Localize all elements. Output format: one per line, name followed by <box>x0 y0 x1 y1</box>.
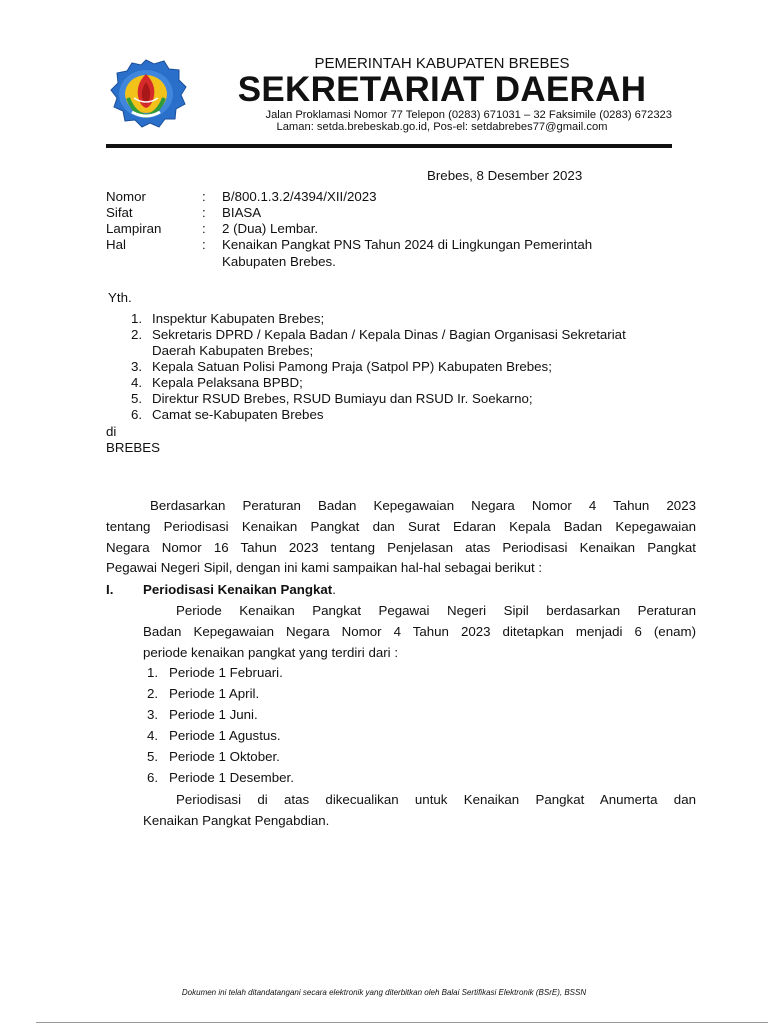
intro-line: Negara Nomor 16 Tahun 2023 tentang Penjelasan atas Periodisasi Kenaikan Pangkat <box>106 540 696 555</box>
section-title <box>143 582 336 598</box>
meta-label-sifat: Sifat <box>106 205 133 220</box>
letterhead-divider <box>106 144 672 148</box>
list-item: Kepala Satuan Polisi Pamong Praja (Satpol PP) Kabupaten Brebes; <box>152 359 552 374</box>
exception-line-last: Kenaikan Pangkat Pengabdian. <box>143 813 330 828</box>
letterhead-website: Laman: setda.brebeskab.go.id, Pos-el: setdabrebes77@gmail.com <box>276 121 608 133</box>
intro-line: tentang Periodisasi Kenaikan Pangkat dan Surat Edaran Kepala Badan Kepegawaian <box>106 519 696 534</box>
recipient-location: BREBES <box>106 440 160 455</box>
meta-label-nomor: Nomor <box>106 189 146 204</box>
section-number: I. <box>106 582 114 597</box>
exception-line: Periodisasi di atas dikecualikan untuk Kenaikan Pangkat Anumerta dan <box>176 792 696 807</box>
meta-value-lampiran: 2 (Dua) Lembar. <box>222 221 319 236</box>
list-item: Periode 1 April. <box>169 686 260 701</box>
section-line-last: periode kenaikan pangkat yang terdiri dari : <box>143 645 399 660</box>
section-line: Periode Kenaikan Pangkat Pegawai Negeri Sipil berdasarkan Peraturan <box>176 603 696 618</box>
meta-sep: : <box>202 237 206 252</box>
list-item: Kepala Pelaksana BPBD; <box>152 375 303 390</box>
letterhead-address: Jalan Proklamasi Nomor 77 Telepon (0283) 671031 – 32 Faksimile (0283) 672323 <box>265 109 672 121</box>
list-item: Inspektur Kabupaten Brebes; <box>152 311 325 326</box>
list-item-number: 5. <box>147 749 159 764</box>
list-item-number: 6. <box>131 407 143 422</box>
section-title-text: Periodisasi Kenaikan Pangkat <box>143 582 333 597</box>
place-date: Brebes, 8 Desember 2023 <box>427 168 583 183</box>
list-item-number: 6. <box>147 770 159 785</box>
list-item: Sekretaris DPRD / Kepala Badan / Kepala Dinas / Bagian Organisasi Sekretariat <box>152 327 626 342</box>
list-item-number: 4. <box>147 728 159 743</box>
brebes-regency-emblem-icon <box>104 58 188 130</box>
meta-sep: : <box>202 205 206 220</box>
list-item-number: 1. <box>131 311 143 326</box>
letterhead-office: SEKRETARIAT DAERAH <box>237 70 647 109</box>
list-item: Periode 1 Oktober. <box>169 749 280 764</box>
list-item: Direktur RSUD Brebes, RSUD Bumiayu dan RSUD Ir. Soekarno; <box>152 391 533 406</box>
list-item-cont: Daerah Kabupaten Brebes; <box>152 343 314 358</box>
salutation: Yth. <box>108 290 132 305</box>
list-item: Camat se-Kabupaten Brebes <box>152 407 324 422</box>
meta-value-hal-cont: Kabupaten Brebes. <box>222 254 336 269</box>
esign-footer-note: Dokumen ini telah ditandatangani secara elektronik yang diterbitkan oleh Balai Sertifikasi Elektronik (BSrE), BSSN <box>181 988 587 997</box>
meta-sep: : <box>202 189 206 204</box>
page-bottom-divider <box>36 1022 768 1023</box>
meta-value-sifat: BIASA <box>222 205 262 220</box>
list-item: Periode 1 Desember. <box>169 770 294 785</box>
list-item-number: 5. <box>131 391 143 406</box>
list-item: Periode 1 Juni. <box>169 707 258 722</box>
meta-sep: : <box>202 221 206 236</box>
meta-value-nomor: B/800.1.3.2/4394/XII/2023 <box>222 189 377 204</box>
list-item-number: 2. <box>131 327 143 342</box>
intro-line: Berdasarkan Peraturan Badan Kepegawaian Negara Nomor 4 Tahun 2023 <box>150 498 696 513</box>
section-title-end: . <box>332 582 336 597</box>
meta-value-hal: Kenaikan Pangkat PNS Tahun 2024 di Lingkungan Pemerintah <box>222 237 593 252</box>
list-item: Periode 1 Februari. <box>169 665 283 680</box>
section-line: Badan Kepegawaian Negara Nomor 4 Tahun 2023 ditetapkan menjadi 6 (enam) <box>143 624 696 639</box>
meta-label-lampiran: Lampiran <box>106 221 162 236</box>
letterhead-government: PEMERINTAH KABUPATEN BREBES <box>314 55 570 72</box>
meta-label-hal: Hal <box>106 237 126 252</box>
list-item-number: 1. <box>147 665 159 680</box>
list-item-number: 3. <box>131 359 143 374</box>
list-item: Periode 1 Agustus. <box>169 728 281 743</box>
list-item-number: 2. <box>147 686 159 701</box>
recipient-di: di <box>106 424 117 439</box>
list-item-number: 4. <box>131 375 143 390</box>
list-item-number: 3. <box>147 707 159 722</box>
intro-line-last: Pegawai Negeri Sipil, dengan ini kami sampaikan hal-hal sebagai berikut : <box>106 560 543 575</box>
